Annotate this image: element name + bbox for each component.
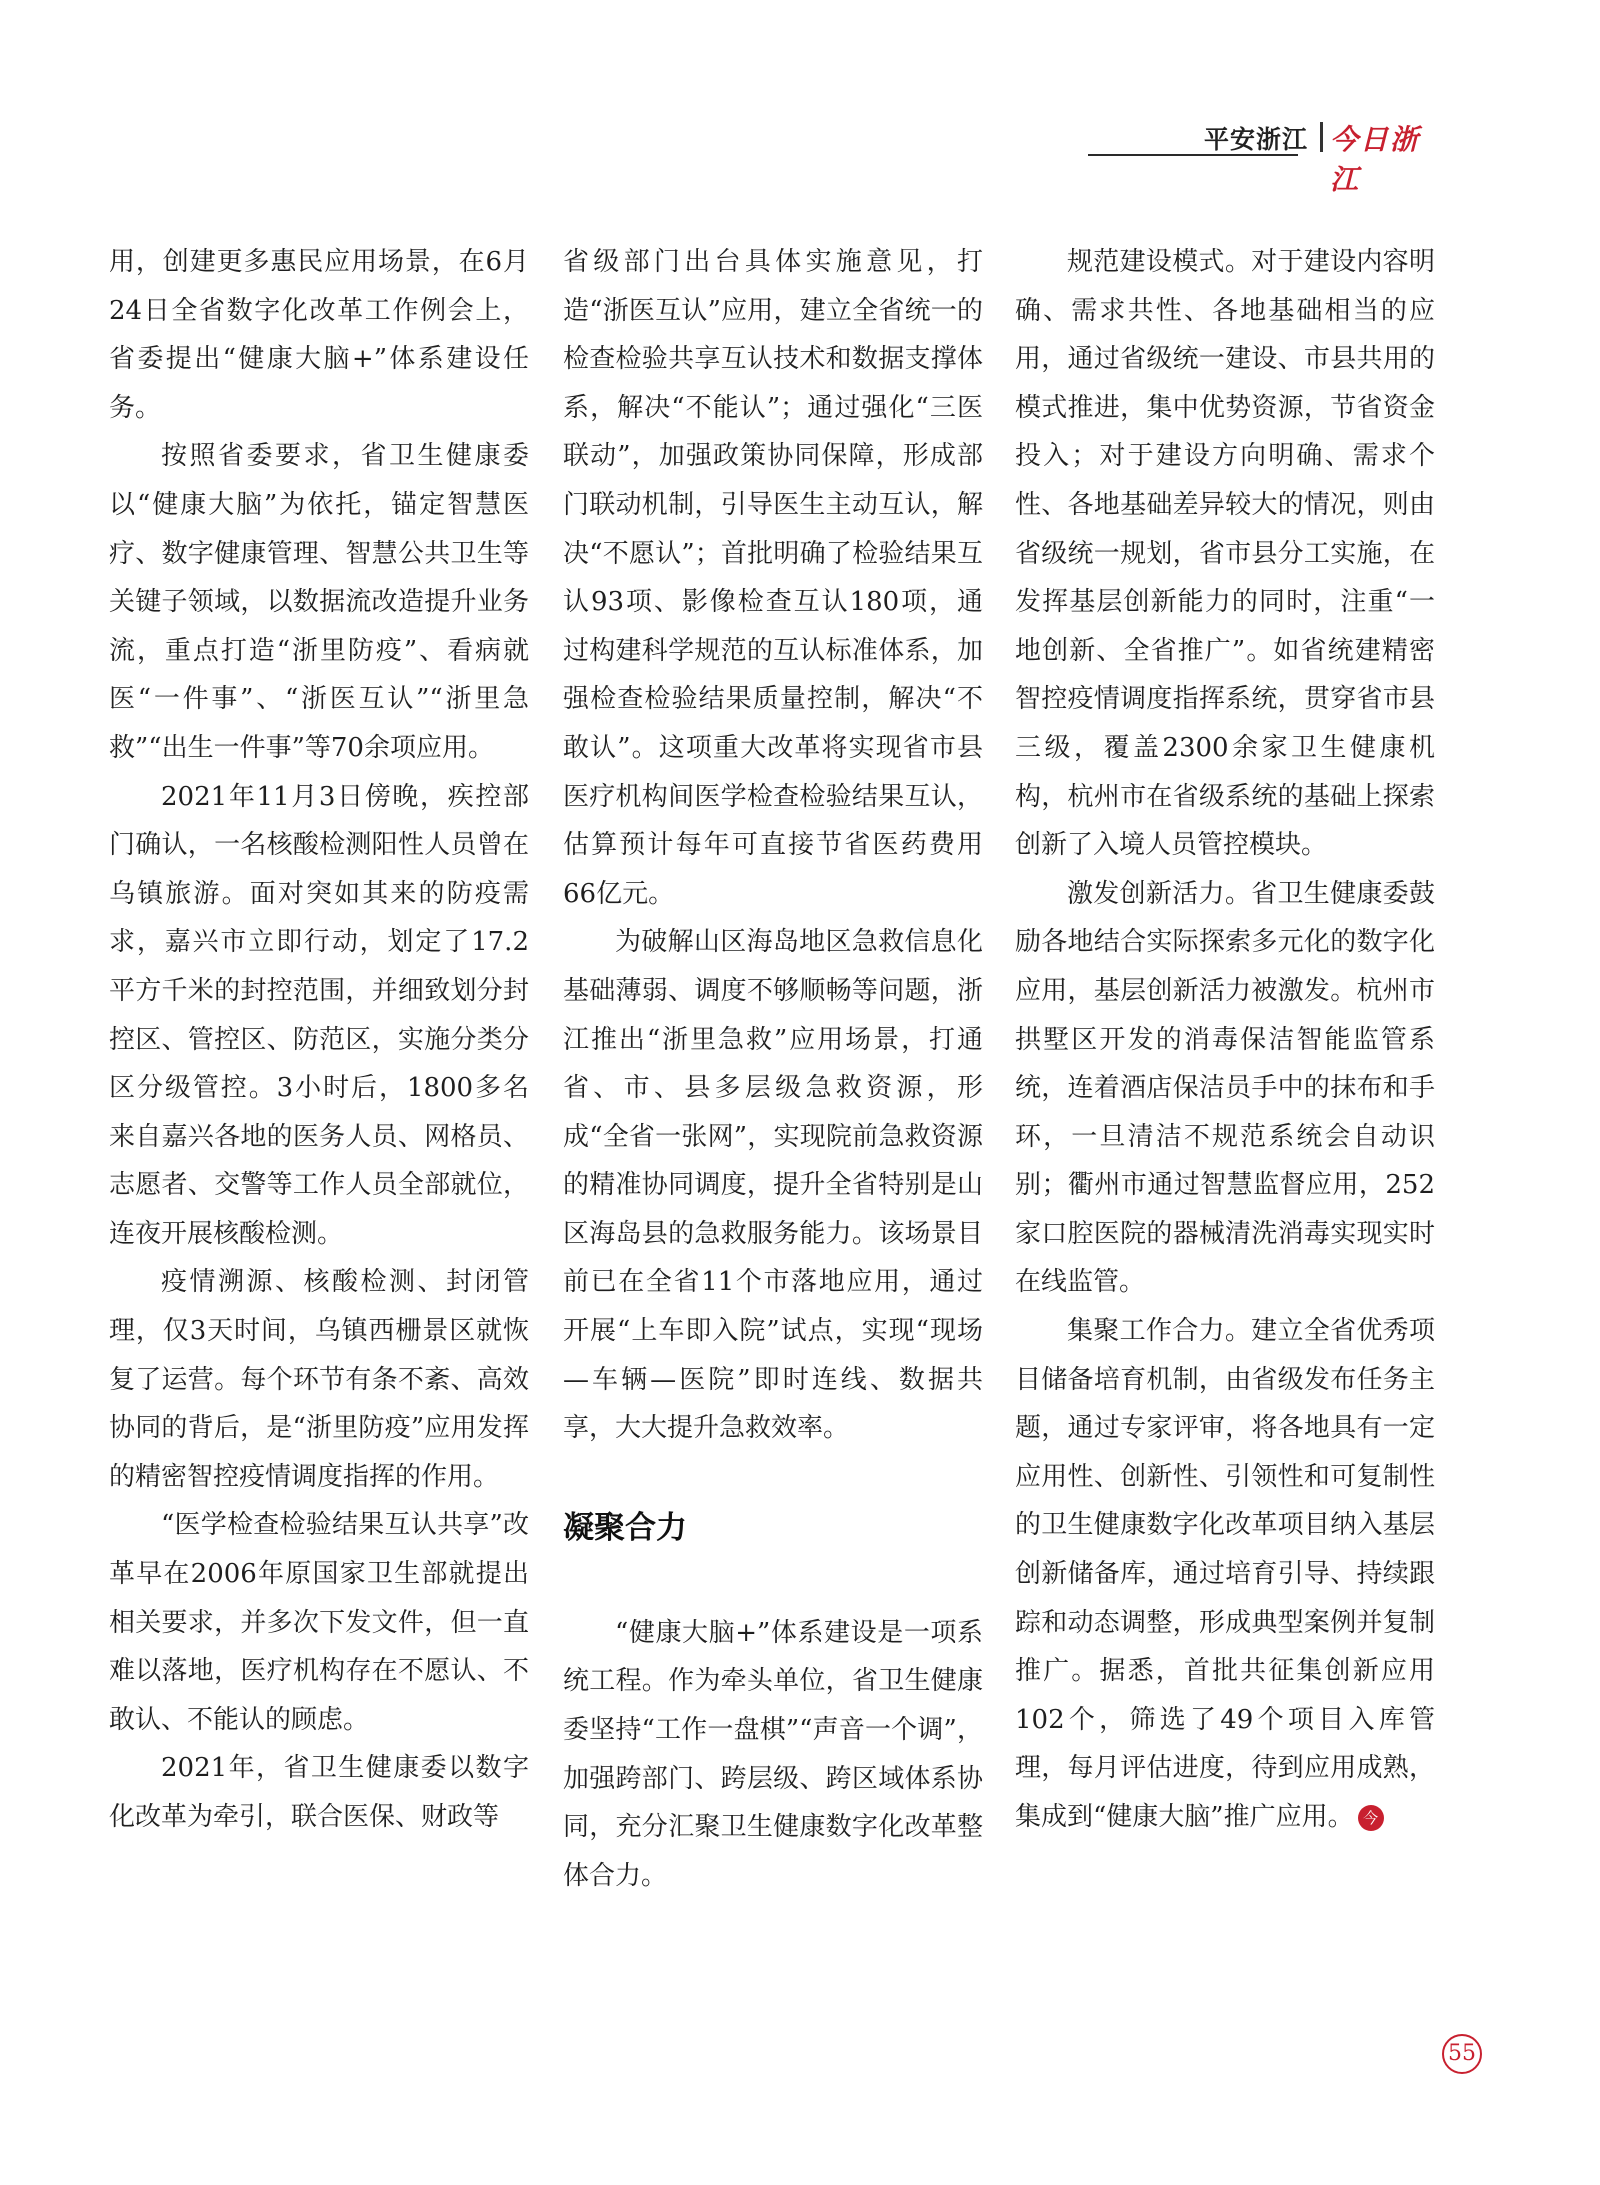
paragraph — [1015, 238, 1435, 870]
paragraph — [109, 773, 529, 1259]
paragraph — [1015, 1307, 1435, 1842]
header-section-title: 平安浙江 — [1204, 125, 1309, 154]
paragraph-text: “健康大脑+”体系建设是一项系统工程。作为牵头单位，省卫生健康委坚持“工作一盘棋”“声音一个调”，加强跨部门、跨层级、跨区域体系协同，充分汇聚卫生健康数字化改革整体合力。 — [563, 1617, 983, 1891]
paragraph-text: 为破解山区海岛地区急救信息化基础薄弱、调度不够顺畅等问题，浙江推出“浙里急救”应用场景，打通省、市、县多层级急救资源，形成“全省一张网”，实现院前急救资源的精准协同调度，提升全省特别是山区海岛县的急救服务能力。该场景目前已在全省11个市落地应用，通过开展“上车即入院”试点，实现“现场—车辆—医院”即时连线、数据共享，大大提升急救效率。 — [563, 927, 983, 1444]
section-heading — [563, 1503, 983, 1553]
paragraph — [563, 918, 983, 1453]
paragraph — [109, 1501, 529, 1744]
paragraph — [109, 238, 529, 432]
paragraph — [109, 1744, 529, 1841]
paragraph-text: 2021年11月3日傍晚，疾控部门确认，一名核酸检测阳性人员曾在乌镇旅游。面对突如其来的防疫需求，嘉兴市立即行动，划定了17.2平方千米的封控范围，并细致划分封控区、管控区、防范区，实施分类分区分级管控。3小时后，1800多名来自嘉兴各地的医务人员、网格员、志愿者、交警等工作人员全部就位，连夜开展核酸检测。 — [109, 781, 529, 1249]
paragraph-text: 用，创建更多惠民应用场景，在6月24日全省数字化改革工作例会上，省委提出“健康大脑+”体系建设任务。 — [109, 247, 529, 423]
header-divider — [1320, 122, 1323, 152]
paragraph — [563, 238, 983, 918]
paragraph-text: 疫情溯源、核酸检测、封闭管理，仅3天时间，乌镇西栅景区就恢复了运营。每个环节有条不紊、高效协同的背后，是“浙里防疫”应用发挥的精密智控疫情调度指挥的作用。 — [109, 1267, 529, 1492]
paragraph-text: 规范建设模式。对于建设内容明确、需求共性、各地基础相当的应用，通过省级统一建设、市县共用的模式推进，集中优势资源，节省资金投入；对于建设方向明确、需求个性、各地基础差异较大的情况，则由省级统一规划，省市县分工实施，在发挥基层创新能力的同时，注重“一地创新、全省推广”。如省统建精密智控疫情调度指挥系统，贯穿省市县三级，覆盖2300余家卫生健康机构，杭州市在省级系统的基础上探索创新了入境人员管控模块。 — [1015, 247, 1435, 861]
text-column-1 — [109, 238, 529, 1842]
text-column-3 — [1015, 238, 1435, 1842]
paragraph-text: 省级部门出台具体实施意见，打造“浙医互认”应用，建立全省统一的检查检验共享互认技术和数据支撑体系，解决“不能认”；通过强化“三医联动”，加强政策协同保障，形成部门联动机制，引导医生主动互认，解决“不愿认”；首批明确了检验结果互认93项、影像检查互认180项，通过构建科学规范的互认标准体系，加强检查检验结果质量控制，解决“不敢认”。这项重大改革将实现省市县医疗机构间医学检查检验结果互认，估算预计每年可直接节省医药费用66亿元。 — [563, 247, 983, 909]
page-number: 55 — [1442, 2034, 1482, 2074]
section-heading-text: 凝聚合力 — [563, 1509, 687, 1546]
paragraph — [563, 1609, 983, 1901]
paragraph — [109, 1258, 529, 1501]
paragraph-text: “医学检查检验结果互认共享”改革早在2006年原国家卫生部就提出相关要求，并多次下发文件，但一直难以落地，医疗机构存在不愿认、不敢认、不能认的顾虑。 — [109, 1510, 529, 1735]
magazine-logo: 今日浙江 — [1330, 123, 1421, 196]
paragraph — [1015, 870, 1435, 1307]
paragraph-text: 激发创新活力。省卫生健康委鼓励各地结合实际探索多元化的数字化应用，基层创新活力被激发。杭州市拱墅区开发的消毒保洁智能监管系统，连着酒店保洁员手中的抹布和手环，一旦清洁不规范系统会自动识别；衢州市通过智慧监督应用，252家口腔医院的器械清洗消毒实现实时在线监管。 — [1015, 878, 1435, 1298]
paragraph — [109, 432, 529, 772]
paragraph-text: 集聚工作合力。建立全省优秀项目储备培育机制，由省级发布任务主题，通过专家评审，将各地具有一定应用性、创新性、引领性和可复制性的卫生健康数字化改革项目纳入基层创新储备库，通过培育引导、持续跟踪和动态调整，形成典型案例并复制推广。据悉，首批共征集创新应用102个，筛选了49个项目入库管理，每月评估进度，待到应用成熟，集成到“健康大脑”推广应用。 — [1015, 1316, 1435, 1832]
article-end-mark-icon: 今 — [1358, 1805, 1384, 1831]
page-header — [1088, 118, 1438, 196]
paragraph-text: 按照省委要求，省卫生健康委以“健康大脑”为依托，锚定智慧医疗、数字健康管理、智慧公共卫生等关键子领域，以数据流改造提升业务流，重点打造“浙里防疫”、看病就医“一件事”、“浙医互认”“浙里急救”“出生一件事”等70余项应用。 — [109, 441, 529, 763]
text-column-2 — [563, 238, 983, 1900]
paragraph-text: 2021年，省卫生健康委以数字化改革为牵引，联合医保、财政等 — [109, 1753, 529, 1832]
